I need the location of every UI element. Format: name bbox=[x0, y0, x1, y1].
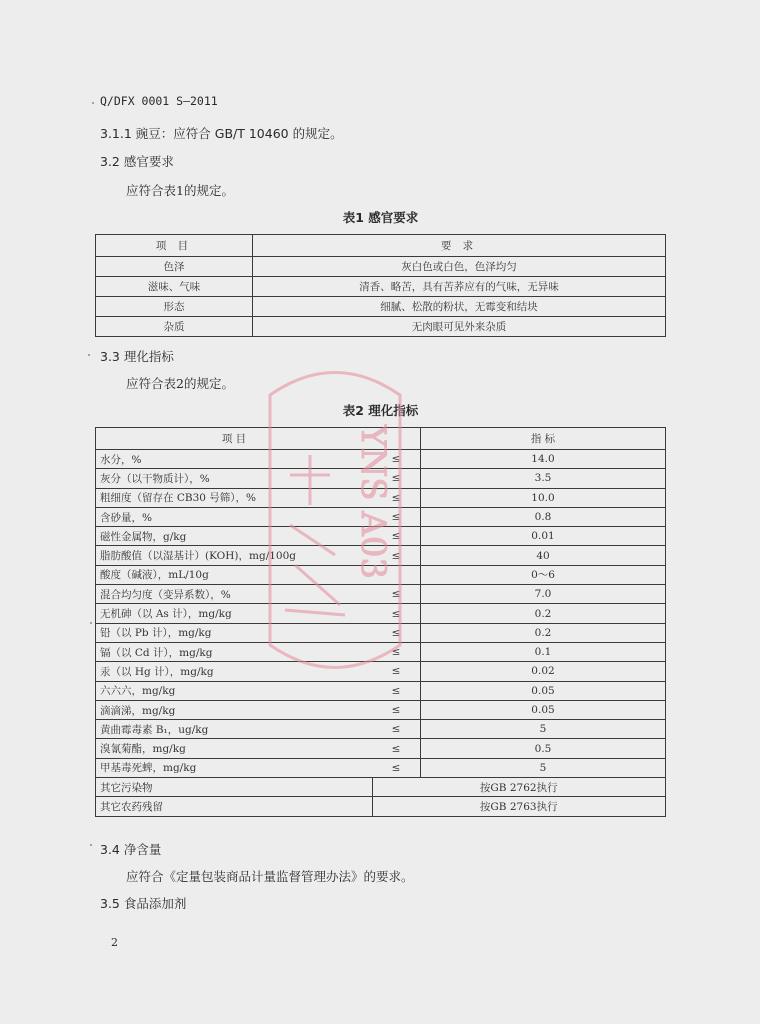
table2-operator-cell: ≤ bbox=[372, 720, 421, 739]
table2-value-cell: 10.0 bbox=[421, 488, 666, 507]
table2-row bbox=[96, 488, 666, 507]
scan-dot bbox=[90, 844, 92, 846]
table2-value-cell: 3.5 bbox=[421, 469, 666, 488]
table2-caption: 表2 理化指标 bbox=[342, 403, 419, 418]
table1-row bbox=[96, 277, 666, 297]
table2-operator-cell: ≤ bbox=[372, 604, 421, 623]
table2-operator-cell: ≤ bbox=[372, 681, 421, 700]
section-3-3-text: 应符合表2的规定。 bbox=[126, 376, 234, 391]
table1-item-cell: 杂质 bbox=[96, 317, 253, 337]
section-3-3-title: 3.3 理化指标 bbox=[100, 349, 174, 364]
table2-value-cell: 0.1 bbox=[421, 642, 666, 661]
table2-operator-cell: ≤ bbox=[372, 739, 421, 758]
table2-item-cell: 灰分（以干物质计），% bbox=[96, 469, 373, 488]
table2-row bbox=[96, 546, 666, 565]
table2-operator-cell: ≤ bbox=[372, 450, 421, 469]
table2-row bbox=[96, 527, 666, 546]
table2-operator-cell: ≤ bbox=[372, 585, 421, 604]
table2-item-cell: 其它污染物 bbox=[96, 778, 373, 797]
scan-dot bbox=[88, 354, 90, 356]
table2-item-cell: 脂肪酸值（以湿基计）(KOH)，mg/100g bbox=[96, 546, 373, 565]
section-3-2-text: 应符合表1的规定。 bbox=[126, 183, 234, 198]
table1-header-requirement: 要 求 bbox=[253, 235, 666, 257]
table2-item-cell: 粗细度（留存在 CB30 号筛），% bbox=[96, 488, 373, 507]
table2-operator-cell: ≤ bbox=[372, 546, 421, 565]
table1-header-item: 项 目 bbox=[96, 235, 253, 257]
table2-item-cell: 黄曲霉毒素 B₁，ug/kg bbox=[96, 720, 373, 739]
table2-value-cell: 5 bbox=[421, 720, 666, 739]
table2-value-cell: 0～6 bbox=[421, 565, 666, 584]
table2-operator-cell: ≤ bbox=[372, 700, 421, 719]
table2-operator-cell bbox=[372, 565, 421, 584]
table2-row bbox=[96, 604, 666, 623]
table2-item-cell: 铅（以 Pb 计），mg/kg bbox=[96, 623, 373, 642]
table2-operator-cell: ≤ bbox=[372, 488, 421, 507]
table2-header-item: 项 目 bbox=[96, 428, 373, 450]
page-number: 2 bbox=[111, 936, 118, 949]
stamp-lettering: YNS A03 bbox=[353, 425, 393, 580]
table1-row bbox=[96, 257, 666, 277]
table1-row bbox=[96, 297, 666, 317]
scan-dot bbox=[90, 622, 92, 624]
table2-row bbox=[96, 507, 666, 526]
table-physicochemical-indicators bbox=[95, 427, 666, 817]
table2-item-cell: 含砂量，% bbox=[96, 507, 373, 526]
table2-row bbox=[96, 565, 666, 584]
table2-operator-cell: ≤ bbox=[372, 642, 421, 661]
table2-header-indicator: 指 标 bbox=[421, 428, 666, 450]
table2-header-row bbox=[96, 428, 666, 450]
table2-operator-cell: ≤ bbox=[372, 623, 421, 642]
section-3-4-title: 3.4 净含量 bbox=[100, 842, 162, 857]
table1-item-cell: 形态 bbox=[96, 297, 253, 317]
table2-value-cell: 40 bbox=[421, 546, 666, 565]
table2-value-cell: 0.02 bbox=[421, 662, 666, 681]
table1-header-row bbox=[96, 235, 666, 257]
table2-item-cell: 其它农药残留 bbox=[96, 797, 373, 816]
table2-row bbox=[96, 450, 666, 469]
table2-value-cell: 0.2 bbox=[421, 604, 666, 623]
table2-item-cell: 滴滴涕，mg/kg bbox=[96, 700, 373, 719]
table2-item-cell: 酸度（碱液），mL/10g bbox=[96, 565, 373, 584]
table2-operator-cell: ≤ bbox=[372, 662, 421, 681]
table2-operator-cell: ≤ bbox=[372, 758, 421, 777]
table1-item-cell: 滋味、气味 bbox=[96, 277, 253, 297]
table2-row bbox=[96, 700, 666, 719]
table2-header-spacer bbox=[372, 428, 421, 450]
table-sensory-requirements bbox=[95, 234, 666, 337]
table2-operator-cell: ≤ bbox=[372, 507, 421, 526]
table2-value-cell: 14.0 bbox=[421, 450, 666, 469]
section-3-2-title: 3.2 感官要求 bbox=[100, 154, 174, 169]
scan-dot bbox=[92, 102, 94, 104]
table2-item-cell: 汞（以 Hg 计），mg/kg bbox=[96, 662, 373, 681]
table2-value-cell: 0.2 bbox=[421, 623, 666, 642]
table2-item-cell: 镉（以 Cd 计），mg/kg bbox=[96, 642, 373, 661]
table1-requirement-cell: 细腻、松散的粉状，无霉变和结块 bbox=[253, 297, 666, 317]
table2-span-row bbox=[96, 778, 666, 797]
table2-row bbox=[96, 623, 666, 642]
table2-value-cell: 0.01 bbox=[421, 527, 666, 546]
section-3-4-text: 应符合《定量包装商品计量监督管理办法》的要求。 bbox=[126, 869, 414, 884]
table2-item-cell: 磁性金属物，g/kg bbox=[96, 527, 373, 546]
table2-value-cell: 0.05 bbox=[421, 681, 666, 700]
table2-value-cell: 5 bbox=[421, 758, 666, 777]
table2-row bbox=[96, 739, 666, 758]
table2-span-row bbox=[96, 797, 666, 816]
table2-row bbox=[96, 469, 666, 488]
table2-item-cell: 六六六，mg/kg bbox=[96, 681, 373, 700]
table2-row bbox=[96, 758, 666, 777]
table2-row bbox=[96, 585, 666, 604]
table2-item-cell: 水分，% bbox=[96, 450, 373, 469]
table1-requirement-cell: 清香、略苦，具有苦荞应有的气味，无异味 bbox=[253, 277, 666, 297]
table2-operator-cell: ≤ bbox=[372, 469, 421, 488]
table2-item-cell: 无机砷（以 As 计），mg/kg bbox=[96, 604, 373, 623]
table1-requirement-cell: 灰白色或白色，色泽均匀 bbox=[253, 257, 666, 277]
table2-value-cell: 0.8 bbox=[421, 507, 666, 526]
table2-value-cell: 0.5 bbox=[421, 739, 666, 758]
table2-row bbox=[96, 720, 666, 739]
table2-row bbox=[96, 662, 666, 681]
section-3-5-title: 3.5 食品添加剂 bbox=[100, 896, 187, 911]
table2-operator-cell: ≤ bbox=[372, 527, 421, 546]
table2-item-cell: 混合均匀度（变异系数），% bbox=[96, 585, 373, 604]
table1-requirement-cell: 无肉眼可见外来杂质 bbox=[253, 317, 666, 337]
table2-item-cell: 甲基毒死蜱，mg/kg bbox=[96, 758, 373, 777]
table2-value-cell: 按GB 2763执行 bbox=[372, 797, 666, 816]
table1-item-cell: 色泽 bbox=[96, 257, 253, 277]
section-3-1-1: 3.1.1 豌豆：应符合 GB/T 10460 的规定。 bbox=[100, 126, 343, 141]
table2-value-cell: 7.0 bbox=[421, 585, 666, 604]
doc-code-header: Q/DFX 0001 S—2011 bbox=[100, 94, 218, 108]
table2-value-cell: 0.05 bbox=[421, 700, 666, 719]
table1-row bbox=[96, 317, 666, 337]
table2-value-cell: 按GB 2762执行 bbox=[372, 778, 666, 797]
table2-row bbox=[96, 642, 666, 661]
table1-caption: 表1 感官要求 bbox=[342, 210, 419, 225]
table2-item-cell: 溴氰菊酯，mg/kg bbox=[96, 739, 373, 758]
table2-row bbox=[96, 681, 666, 700]
